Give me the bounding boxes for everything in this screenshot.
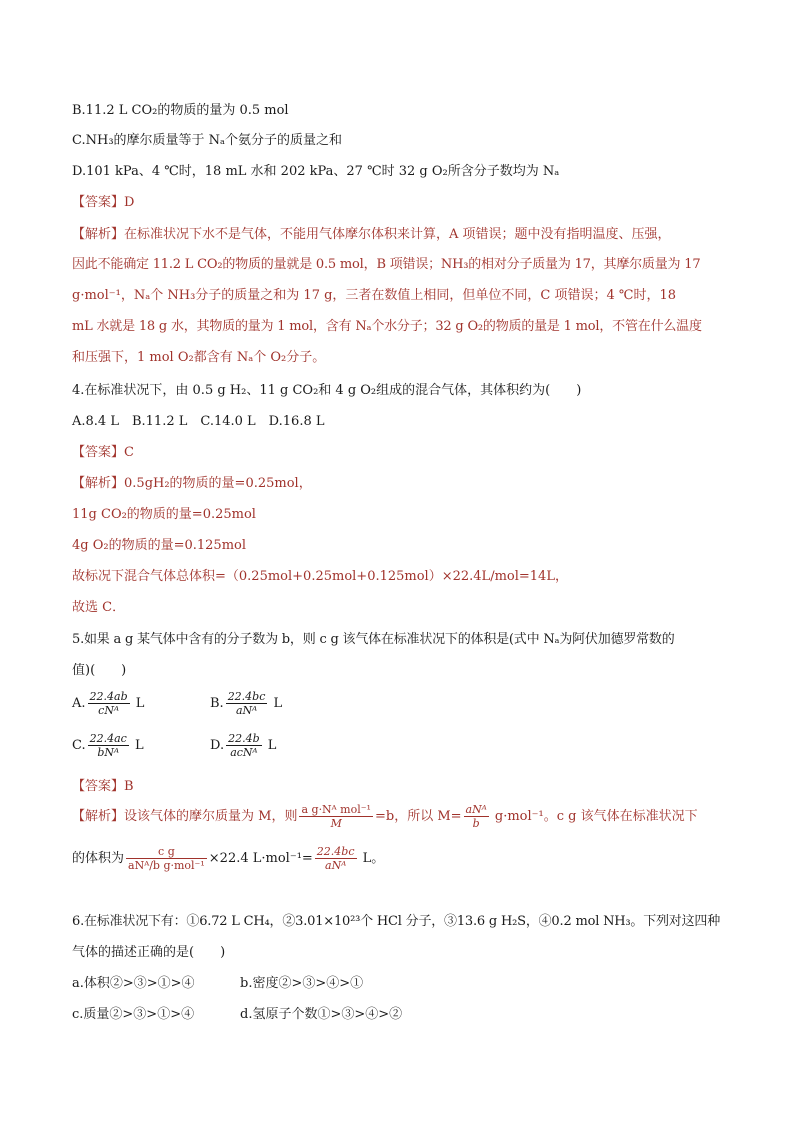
q6-option-a: a.体积②>③>①>④: [72, 976, 195, 991]
q3-analysis-line-2: 因此不能确定 11.2 L CO₂的物质的量就是 0.5 mol，B 项错误；NH₃的相对分子质量为 17，其摩尔质量为 17: [72, 257, 701, 272]
q3-answer-line: [72, 193, 134, 213]
q3-option-b: B.11.2 L CO₂的物质的量为 0.5 mol: [72, 103, 289, 118]
q4-analysis-line-5: 故选 C．: [72, 600, 126, 615]
q5-option-d: D. $\frac{22.4b}{\text{acNᴬ}}$ L: [210, 732, 277, 759]
q3-analysis-line-4: mL 水就是 18 g 水，其物质的量为 1 mol，含有 Nₐ个水分子；32 g O₂的物质的量是 1 mol，不管在什么温度: [72, 319, 702, 334]
q4-analysis-line-3: 4g O₂的物质的量=0.125mol: [72, 538, 247, 553]
q5-option-c: C. $\frac{22.4ac}{\text{bNᴬ}}$ L: [72, 732, 144, 759]
q6-stem-line-2: 气体的描述正确的是( ): [72, 945, 226, 960]
q5-stem-line-2: 值)( ): [72, 663, 127, 678]
q3-analysis-line-3: g·mol⁻¹，Nₐ个 NH₃分子的质量之和为 17 g，三者在数值上相同，但单位不同，C 项错误；4 ℃时，18: [72, 288, 676, 303]
q4-analysis-line-4: 故标况下混合气体总体积=（0.25mol+0.25mol+0.125mol）×22.4L/mol=14L，: [72, 569, 568, 584]
q6-option-d: d.氢原子个数①>③>④>②: [240, 1007, 403, 1022]
q4-answer-line: [72, 443, 134, 463]
q5-option-b: B. $\frac{22.4bc}{\text{aNᴬ}}$ L: [210, 690, 283, 717]
q5-analysis-line-1: 【解析】设该气体的摩尔质量为 M，则 $\frac{\text{a g·Nᴬ mol⁻¹}}{M}$ =b，所以 M= $\frac{\text{aNᴬ}}{b}$ g·mol⁻¹。c g 该气体在标准状况下: [72, 803, 698, 830]
answer-tag: 【答案】: [72, 195, 125, 210]
analysis-tag: 【解析】: [72, 476, 125, 491]
q3-option-c: C.NH₃的摩尔质量等于 Nₐ个氨分子的质量之和: [72, 133, 343, 148]
answer-tag: 【答案】: [72, 779, 125, 794]
q5-stem-line-1: 5.如果 a g 某气体中含有的分子数为 b，则 c g 该气体在标准状况下的体积是(式中 Nₐ为阿伏加德罗常数的: [72, 632, 675, 647]
q6-option-b: b.密度②>③>④>①: [240, 976, 364, 991]
q3-analysis-line-1: 【解析】在标准状况下水不是气体，不能用气体摩尔体积来计算，A 项错误；题中没有指明温度、压强，: [72, 227, 671, 242]
q5-analysis-line-2: 的体积为 $\frac{\text{c g}}{\text{aNᴬ/b g·mol⁻¹}}$ ×22.4 L·mol⁻¹= $\frac{22.4bc}{\text{aNᴬ}}$ L。: [72, 845, 385, 872]
q4-analysis-line-2: 11g CO₂的物质的量=0.25mol: [72, 507, 256, 522]
answer-tag: 【答案】: [72, 445, 125, 460]
q6-option-c: c.质量②>③>①>④: [72, 1007, 195, 1022]
analysis-tag: 【解析】: [72, 227, 125, 242]
q3-answer: D: [124, 195, 135, 210]
q4-stem: 4.在标准状况下，由 0.5 g H₂、11 g CO₂和 4 g O₂组成的混合气体，其体积约为( ): [72, 383, 582, 398]
q5-option-a: A. $\frac{22.4ab}{\text{cNᴬ}}$ L: [72, 690, 145, 717]
q4-analysis-line-1: 【解析】0.5gH₂的物质的量=0.25mol，: [72, 476, 312, 491]
analysis-tag: 【解析】: [72, 809, 125, 824]
q5-answer: B: [124, 779, 134, 794]
q4-answer: C: [124, 445, 134, 460]
q3-analysis-line-5: 和压强下，1 mol O₂都含有 Nₐ个 O₂分子。: [72, 350, 326, 365]
q6-stem-line-1: 6.在标准状况下有：①6.72 L CH₄，②3.01×10²³个 HCl 分子，③13.6 g H₂S，④0.2 mol NH₃。下列对这四种: [72, 914, 721, 929]
q3-option-d: D.101 kPa、4 ℃时，18 mL 水和 202 kPa、27 ℃时 32 g O₂所含分子数均为 Nₐ: [72, 164, 560, 179]
q5-answer-line: [72, 777, 134, 797]
q4-options: A.8.4 L B.11.2 L C.14.0 L D.16.8 L: [72, 414, 325, 429]
